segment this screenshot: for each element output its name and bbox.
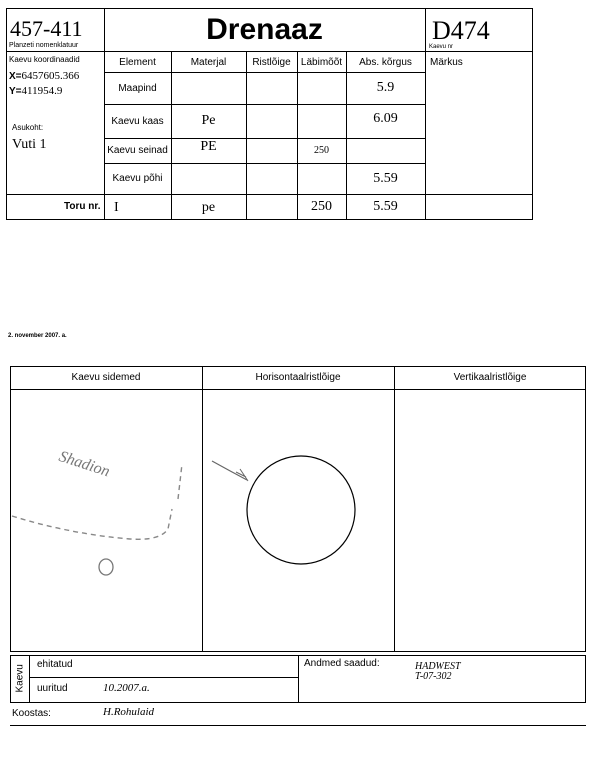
col-header-element: Element [119, 56, 156, 68]
row-abs-height: 6.09 [373, 111, 398, 126]
col-header-abs-height: Abs. kõrgus [359, 56, 412, 68]
coordinate-y-value: 411954.9 [21, 85, 63, 97]
sketch-card [10, 366, 586, 652]
location-label: Asukoht: [12, 123, 44, 132]
small-well-mark [99, 559, 113, 575]
nomenclature-label: Planzeti nomenklatuur [9, 42, 79, 49]
compiled-value: H.Rohulaid [103, 706, 155, 718]
col-header-material: Materjal [190, 56, 227, 68]
surveyed-value: 10.2007.a. [103, 682, 150, 694]
nomenclature-code: 457-411 [10, 16, 83, 41]
row-material: PE [200, 139, 217, 154]
well-card [6, 8, 533, 220]
built-label: ehitatud [37, 659, 73, 670]
pipe-row-label: Toru nr. [64, 201, 101, 212]
sketch-header-connections: Kaevu sidemed [71, 372, 141, 383]
remarks-label: Märkus [430, 57, 463, 68]
coordinate-x-label: X= [9, 71, 22, 82]
row-element: Maapind [118, 82, 157, 94]
sketch-header-horizontal: Horisontaalristlõige [255, 372, 341, 383]
location-value: Vuti 1 [12, 137, 47, 152]
row-element: Kaevu kaas [111, 115, 164, 127]
surveyed-label: uuritud [37, 683, 68, 694]
pipe-material: pe [201, 200, 216, 215]
coordinate-y [9, 85, 62, 97]
pipe-diameter: 250 [311, 199, 332, 214]
coordinate-x-value: 6457605.366 [21, 70, 80, 82]
row-abs-height: 5.59 [373, 170, 398, 186]
coordinate-x [9, 70, 79, 82]
horizontal-cross-section [202, 389, 394, 652]
row-element: Kaevu põhi [112, 173, 163, 184]
well-id: D474 [432, 16, 490, 45]
footer-vertical-label: Kaevu [14, 664, 26, 693]
data-received-line2: T-07-302 [415, 671, 452, 682]
data-received-label: Andmed saadud: [304, 658, 380, 669]
row-abs-height: 5.9 [376, 80, 395, 95]
row-material: Pe [201, 113, 216, 128]
well-circle [247, 456, 355, 564]
row-element: Kaevu seinad [107, 145, 168, 156]
col-header-diameter: Läbimõõt [300, 56, 343, 68]
coordinate-y-label: Y= [9, 86, 22, 97]
page-title: Drenaaz [206, 12, 323, 46]
pipe-connection-line [212, 461, 247, 480]
connections-sketch [10, 389, 202, 652]
compiled-label: Koostas: [12, 708, 51, 719]
data-received-line1: HADWEST [415, 661, 461, 672]
coordinates-label: Kaevu koordinaadid [9, 55, 80, 64]
pipe-number: I [114, 200, 119, 215]
well-id-label: Kaevu nr [429, 44, 454, 50]
col-header-cross-section: Ristlõige [252, 56, 291, 68]
sketch-header-vertical: Vertikaalristlõige [453, 372, 527, 383]
pipe-abs-height: 5.59 [373, 199, 398, 214]
row-diameter: 250 [314, 145, 329, 156]
footer-card [10, 655, 586, 725]
handwritten-note: Shadion [56, 448, 112, 481]
document-date: 2. november 2007. a. [8, 333, 67, 339]
